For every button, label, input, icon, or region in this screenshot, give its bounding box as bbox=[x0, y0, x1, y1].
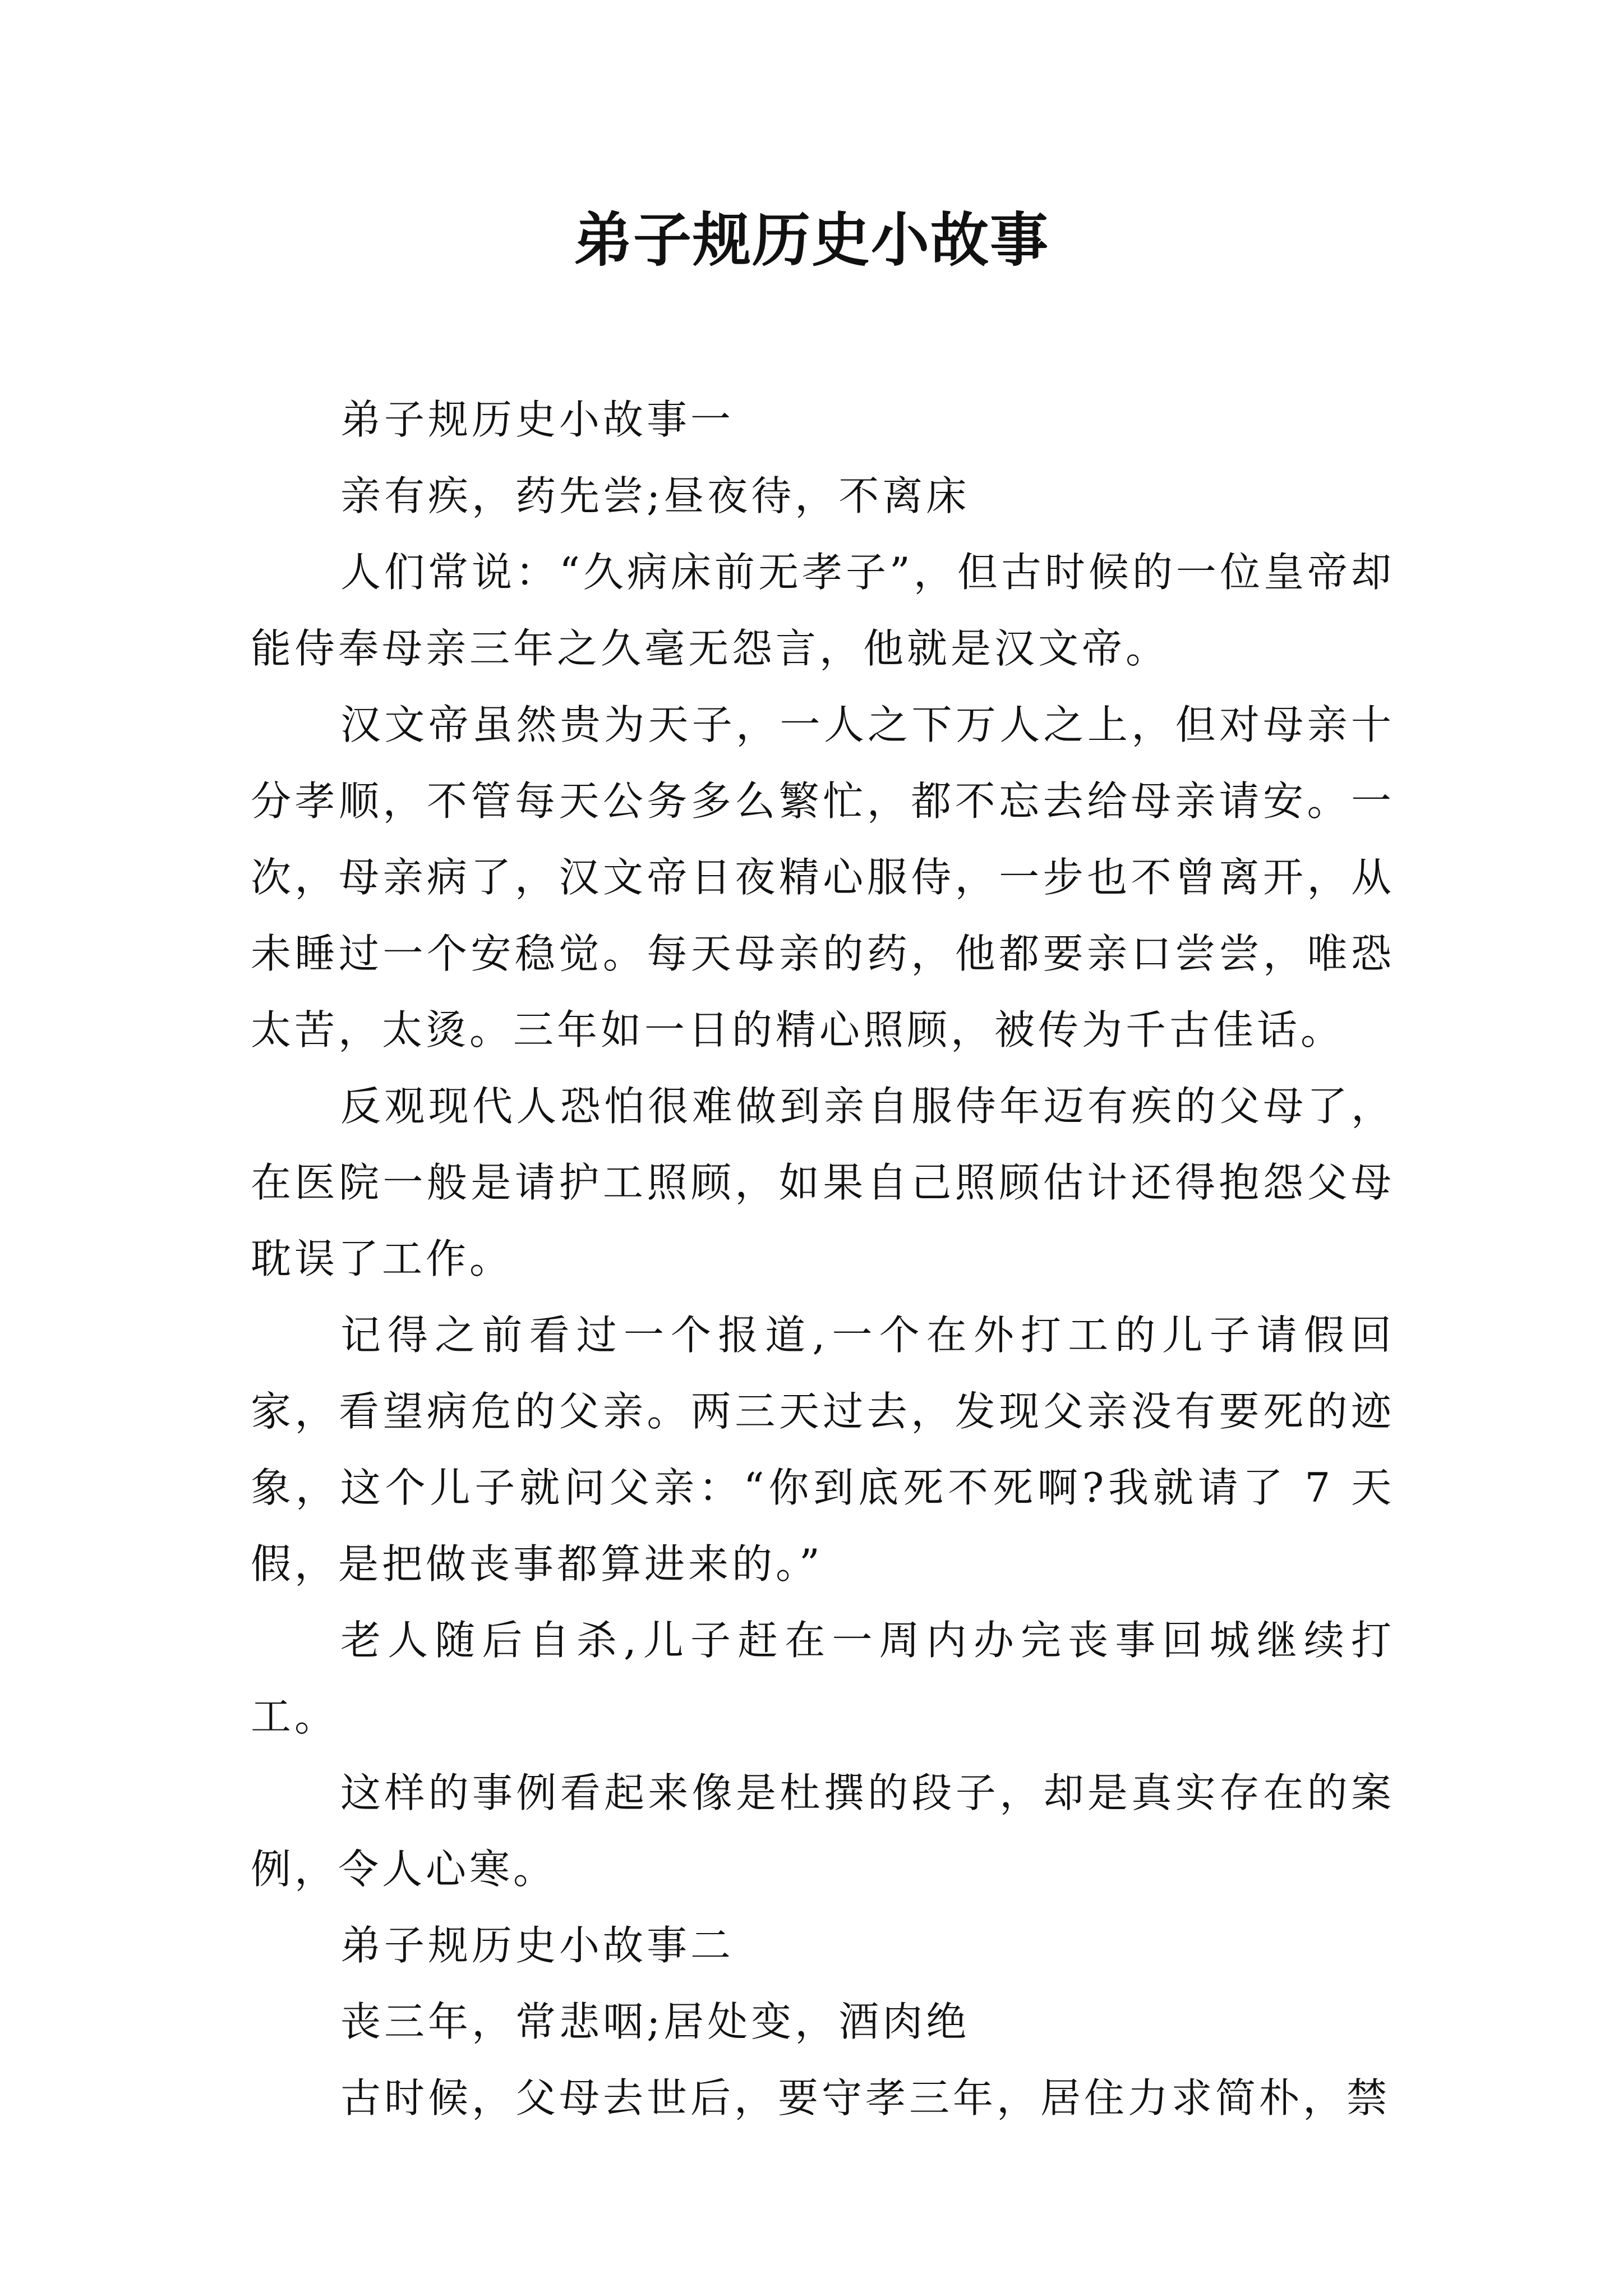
paragraph: 反观现代人恐怕很难做到亲自服侍年迈有疾的父母了，在医院一般是请护工照顾，如果自己照顾估计还得抱怨父母耽误了工作。 bbox=[251, 1083, 1395, 1282]
verse-line-1: 亲有疾，药先尝;昼夜待，不离床 bbox=[340, 472, 970, 519]
section-heading-1: 弟子规历史小故事一 bbox=[340, 396, 735, 443]
document-title: 弟子规历史小故事 bbox=[573, 205, 1049, 274]
paragraph: 记得之前看过一个报道,一个在外打工的儿子请假回家，看望病危的父亲。两三天过去，发现父亲没有要死的迹象，这个儿子就问父亲：“你到底死不死啊?我就请了 7 天假，是把做丧事都算进来的。” bbox=[251, 1312, 1395, 1588]
verse-line-2: 丧三年，常悲咽;居处变，酒肉绝 bbox=[340, 1998, 970, 2045]
paragraph: 老人随后自杀,儿子赶在一周内办完丧事回城继续打工。 bbox=[251, 1617, 1395, 1740]
paragraph: 这样的事例看起来像是杜撰的段子，却是真实存在的案例，令人心寒。 bbox=[251, 1769, 1395, 1893]
paragraph: 古时候，父母去世后，要守孝三年，居住力求简朴，禁 bbox=[340, 2074, 1391, 2122]
document-body bbox=[251, 381, 1395, 2136]
paragraph: 汉文帝虽然贵为天子，一人之下万人之上，但对母亲十分孝顺，不管每天公务多么繁忙，都不忘去给母亲请安。一次，母亲病了，汉文帝日夜精心服侍，一步也不曾离开，从未睡过一个安稳觉。每天母亲的药，他都要亲口尝尝，唯恐太苦，太烫。三年如一日的精心照顾，被传为千古佳话。 bbox=[251, 701, 1395, 1053]
section-heading-2: 弟子规历史小故事二 bbox=[340, 1922, 735, 1969]
paragraph: 人们常说：“久病床前无孝子”，但古时候的一位皇帝却能侍奉母亲三年之久毫无怨言，他就是汉文帝。 bbox=[251, 549, 1395, 672]
